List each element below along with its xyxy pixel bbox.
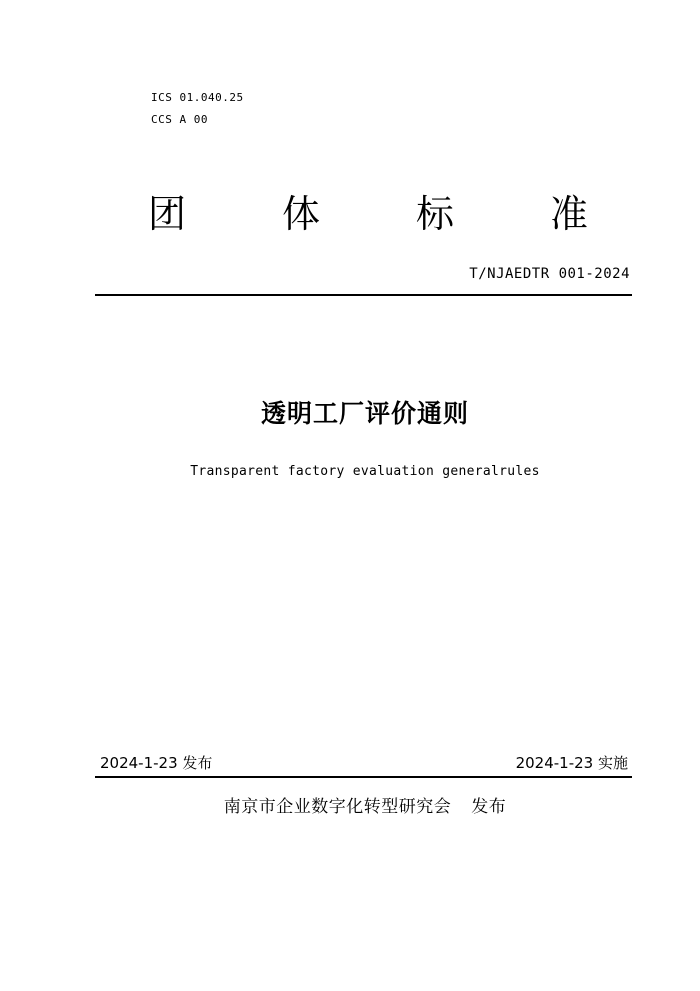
standard-number: T/NJAEDTR 001-2024 — [469, 266, 630, 282]
issue-date: 2024-1-23 发布 — [100, 754, 213, 772]
heading-char-2: 体 — [281, 191, 320, 236]
bottom-divider — [95, 776, 632, 778]
publisher-name: 南京市企业数字化转型研究会 — [223, 797, 452, 817]
heading-char-4: 准 — [549, 191, 588, 236]
publisher-line — [0, 792, 700, 817]
ics-code: ICS 01.040.25 — [151, 91, 244, 104]
implementation-date: 2024-1-23 实施 — [515, 754, 628, 772]
document-subtitle: Transparent factory evaluation generalrules — [190, 464, 540, 479]
standard-type-heading — [148, 182, 588, 238]
top-divider — [95, 294, 632, 296]
ccs-code: CCS A 00 — [151, 113, 208, 126]
heading-char-3: 标 — [415, 191, 454, 236]
document-title: 透明工厂评价通则 — [260, 399, 469, 428]
heading-char-1: 团 — [148, 191, 187, 236]
publisher-action: 发布 — [471, 797, 507, 817]
